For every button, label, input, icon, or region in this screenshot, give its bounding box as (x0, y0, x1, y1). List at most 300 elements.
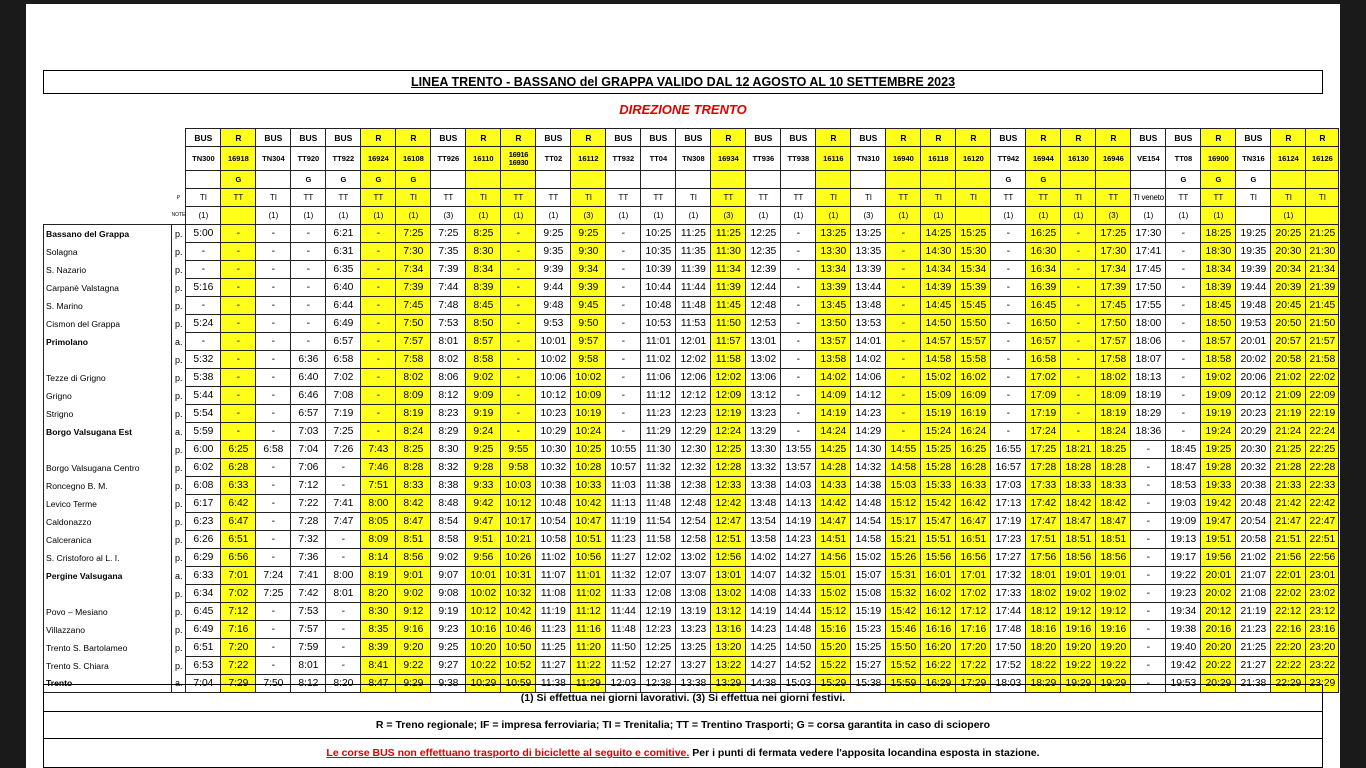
service-type-cell: BUS (746, 129, 781, 147)
service-number-cell: TT942 (991, 147, 1026, 171)
header-row-service-number (44, 147, 1339, 171)
time-cell: - (1166, 369, 1201, 387)
arrival-departure-flag: p. (172, 531, 186, 549)
time-cell: 15:03 (886, 477, 921, 495)
station-name: Povo – Mesiano (44, 603, 172, 621)
operator-cell: TT (606, 189, 641, 207)
time-cell: 15:50 (956, 315, 991, 333)
time-cell: 14:24 (816, 423, 851, 441)
header-row-service-note (44, 207, 1339, 225)
strike-guarantee-cell (186, 171, 221, 189)
time-cell: 9:25 (466, 441, 501, 459)
time-cell: 6:25 (221, 441, 256, 459)
time-cell: 10:57 (606, 459, 641, 477)
time-cell: - (781, 405, 816, 423)
time-cell: 11:34 (711, 261, 746, 279)
time-cell: 14:07 (746, 567, 781, 585)
time-cell: 10:09 (571, 387, 606, 405)
time-cell: 13:53 (851, 315, 886, 333)
time-cell: 11:53 (676, 315, 711, 333)
arrival-departure-flag: p. (172, 513, 186, 531)
time-cell: 9:02 (466, 369, 501, 387)
time-cell: 15:01 (816, 567, 851, 585)
service-note-cell: (1) (501, 207, 536, 225)
time-cell: 8:39 (466, 279, 501, 297)
time-cell: 15:24 (921, 423, 956, 441)
time-cell: - (886, 261, 921, 279)
time-cell: 17:48 (991, 621, 1026, 639)
time-cell: - (1166, 405, 1201, 423)
time-cell: 12:25 (711, 441, 746, 459)
time-cell: - (1061, 405, 1096, 423)
time-cell: 18:06 (1131, 333, 1166, 351)
time-cell: 19:35 (1236, 243, 1271, 261)
time-cell: 22:33 (1306, 477, 1339, 495)
operator-cell: TI (571, 189, 606, 207)
time-cell: - (1166, 351, 1201, 369)
time-cell: - (1166, 243, 1201, 261)
time-cell: - (1061, 315, 1096, 333)
strike-guarantee-cell (1306, 171, 1339, 189)
time-cell: 15:22 (816, 657, 851, 675)
time-cell: - (886, 369, 921, 387)
time-cell: 19:23 (1166, 585, 1201, 603)
time-cell: 6:36 (291, 351, 326, 369)
time-cell: 6:34 (186, 585, 221, 603)
service-number-cell: TN316 (1236, 147, 1271, 171)
station-name (44, 441, 172, 459)
time-cell: 19:01 (1096, 567, 1131, 585)
time-cell: - (501, 243, 536, 261)
time-cell: 13:39 (851, 261, 886, 279)
time-cell: 20:01 (1236, 333, 1271, 351)
time-cell: 7:34 (396, 261, 431, 279)
time-cell: 6:40 (291, 369, 326, 387)
time-cell: 12:06 (676, 369, 711, 387)
time-cell: - (186, 297, 221, 315)
service-number-cell: TT02 (536, 147, 571, 171)
time-cell: 7:53 (291, 603, 326, 621)
time-cell: 20:25 (1271, 225, 1306, 243)
strike-guarantee-cell (746, 171, 781, 189)
time-cell: 12:38 (676, 477, 711, 495)
time-cell: 17:19 (991, 513, 1026, 531)
time-cell: 16:12 (921, 603, 956, 621)
time-cell: 17:58 (1096, 351, 1131, 369)
arrival-departure-flag: p. (172, 477, 186, 495)
time-cell: 17:03 (991, 477, 1026, 495)
time-cell: - (361, 243, 396, 261)
time-cell: 19:48 (1236, 297, 1271, 315)
time-cell: 8:12 (431, 387, 466, 405)
time-cell: - (501, 297, 536, 315)
service-number-cell: TT926 (431, 147, 466, 171)
time-cell: 7:41 (291, 567, 326, 585)
service-number-cell: TN308 (676, 147, 711, 171)
time-cell: - (781, 297, 816, 315)
time-cell: - (606, 297, 641, 315)
station-row (44, 279, 1339, 297)
time-cell: - (606, 333, 641, 351)
time-cell: - (501, 225, 536, 243)
time-cell: 14:19 (816, 405, 851, 423)
time-cell: 8:05 (361, 513, 396, 531)
time-cell: 7:12 (221, 603, 256, 621)
time-cell: - (291, 315, 326, 333)
time-cell: 9:33 (466, 477, 501, 495)
time-cell: 9:07 (431, 567, 466, 585)
time-cell: - (781, 423, 816, 441)
time-cell: 10:59 (501, 675, 536, 693)
time-cell: 19:13 (1166, 531, 1201, 549)
strike-guarantee-cell (816, 171, 851, 189)
time-cell: 13:12 (711, 603, 746, 621)
time-cell: 22:24 (1306, 423, 1339, 441)
time-cell: 7:58 (396, 351, 431, 369)
station-row (44, 603, 1339, 621)
time-cell: 15:25 (956, 225, 991, 243)
header-corner (172, 129, 186, 147)
time-cell: 13:01 (711, 567, 746, 585)
time-cell: 8:30 (361, 603, 396, 621)
time-cell: 19:25 (1201, 441, 1236, 459)
time-cell: - (326, 459, 361, 477)
time-cell: 10:20 (466, 639, 501, 657)
time-cell: 7:39 (396, 279, 431, 297)
time-cell: 22:02 (1306, 369, 1339, 387)
note-bicycles-info: Per i punti di fermata vedere l'apposita locandina esposta in stazione. (689, 747, 1040, 759)
time-cell: 7:39 (431, 261, 466, 279)
time-cell: 13:29 (746, 423, 781, 441)
time-cell: 18:47 (1096, 513, 1131, 531)
strike-guarantee-cell (851, 171, 886, 189)
time-cell: 14:27 (781, 549, 816, 567)
time-cell: 11:58 (711, 351, 746, 369)
time-cell: 19:16 (1061, 621, 1096, 639)
arrival-departure-flag: a. (172, 333, 186, 351)
time-cell: 14:23 (851, 405, 886, 423)
time-cell: 13:50 (816, 315, 851, 333)
time-cell: 16:09 (956, 387, 991, 405)
time-cell: 17:29 (956, 675, 991, 693)
time-cell: 9:48 (536, 297, 571, 315)
time-cell: 21:33 (1271, 477, 1306, 495)
time-cell: 11:48 (676, 297, 711, 315)
time-cell: 7:48 (431, 297, 466, 315)
time-cell: 16:34 (1026, 261, 1061, 279)
time-cell: 16:55 (991, 441, 1026, 459)
time-cell: 16:42 (956, 495, 991, 513)
time-cell: 23:29 (1306, 675, 1339, 693)
service-type-cell: BUS (1131, 129, 1166, 147)
time-cell: 14:12 (851, 387, 886, 405)
time-cell: 9:25 (571, 225, 606, 243)
time-cell: 15:39 (956, 279, 991, 297)
viewer-left-margin (0, 0, 26, 768)
time-cell: 8:32 (431, 459, 466, 477)
time-cell: 21:27 (1236, 657, 1271, 675)
time-cell: 6:49 (186, 621, 221, 639)
station-name: Cismon del Grappa (44, 315, 172, 333)
time-cell: 8:01 (291, 657, 326, 675)
time-cell: - (361, 333, 396, 351)
time-cell: 19:12 (1096, 603, 1131, 621)
strike-guarantee-cell: G (291, 171, 326, 189)
time-cell: 11:25 (711, 225, 746, 243)
strike-guarantee-cell (921, 171, 956, 189)
time-cell: - (606, 243, 641, 261)
time-cell: 15:02 (816, 585, 851, 603)
time-cell: 13:02 (711, 585, 746, 603)
time-cell: 14:29 (851, 423, 886, 441)
time-cell: 19:42 (1166, 657, 1201, 675)
time-cell: 20:34 (1271, 261, 1306, 279)
time-cell: 10:47 (571, 513, 606, 531)
time-cell: 19:16 (1096, 621, 1131, 639)
time-cell: 8:02 (396, 369, 431, 387)
service-number-cell: 16924 (361, 147, 396, 171)
time-cell: 19:29 (1061, 675, 1096, 693)
time-cell: 15:29 (816, 675, 851, 693)
time-cell: 9:29 (396, 675, 431, 693)
time-cell: 11:30 (711, 243, 746, 261)
time-cell: 12:19 (641, 603, 676, 621)
time-cell: 12:24 (711, 423, 746, 441)
time-cell: 14:42 (816, 495, 851, 513)
service-type-cell: R (956, 129, 991, 147)
time-cell: 14:58 (851, 531, 886, 549)
time-cell: - (256, 405, 291, 423)
arrival-departure-flag: p. (172, 657, 186, 675)
station-row (44, 585, 1339, 603)
time-cell: 14:01 (851, 333, 886, 351)
time-cell: - (326, 603, 361, 621)
time-cell: 10:24 (571, 423, 606, 441)
time-cell: 5:16 (186, 279, 221, 297)
time-cell: 15:45 (956, 297, 991, 315)
station-name: Tezze di Grigno (44, 369, 172, 387)
service-number-cell: TN300 (186, 147, 221, 171)
time-cell: 15:46 (886, 621, 921, 639)
header-corner (44, 207, 172, 225)
time-cell: 12:56 (711, 549, 746, 567)
time-cell: 11:48 (606, 621, 641, 639)
time-cell: 21:07 (1236, 567, 1271, 585)
time-cell: 19:28 (1201, 459, 1236, 477)
operator-cell: TT (641, 189, 676, 207)
timetable (43, 128, 1339, 693)
time-cell: 8:47 (361, 675, 396, 693)
time-cell: 19:20 (1096, 639, 1131, 657)
strike-guarantee-cell: G (326, 171, 361, 189)
viewer-right-margin (1340, 0, 1366, 768)
time-cell: 9:08 (431, 585, 466, 603)
station-name: Trento (44, 675, 172, 693)
time-cell: - (886, 279, 921, 297)
time-cell: 10:12 (466, 603, 501, 621)
header-row-label: P (176, 194, 181, 201)
time-cell: 19:56 (1201, 549, 1236, 567)
time-cell: 20:02 (1236, 351, 1271, 369)
time-cell: 16:47 (956, 513, 991, 531)
time-cell: 19:01 (1061, 567, 1096, 585)
service-number-cell: 16944 (1026, 147, 1061, 171)
station-row (44, 261, 1339, 279)
operator-cell: TI (466, 189, 501, 207)
time-cell: 17:33 (991, 585, 1026, 603)
time-cell: 7:47 (326, 513, 361, 531)
time-cell: - (781, 279, 816, 297)
time-cell: 7:19 (326, 405, 361, 423)
service-type-cell: BUS (186, 129, 221, 147)
time-cell: 8:47 (396, 513, 431, 531)
time-cell: 9:39 (571, 279, 606, 297)
time-cell: 18:29 (1026, 675, 1061, 693)
time-cell: 15:25 (921, 441, 956, 459)
time-cell: - (606, 315, 641, 333)
time-cell: - (991, 369, 1026, 387)
time-cell: 14:23 (746, 621, 781, 639)
time-cell: 10:06 (536, 369, 571, 387)
time-cell: 12:19 (711, 405, 746, 423)
time-cell: 19:19 (1201, 405, 1236, 423)
time-cell: - (256, 297, 291, 315)
time-cell: - (326, 657, 361, 675)
operator-cell: TT (1096, 189, 1131, 207)
time-cell: 11:23 (536, 621, 571, 639)
time-cell: 19:20 (1061, 639, 1096, 657)
service-note-cell: (1) (1271, 207, 1306, 225)
time-cell: 11:22 (571, 657, 606, 675)
time-cell: 10:03 (501, 477, 536, 495)
time-cell: 7:29 (221, 675, 256, 693)
time-cell: 22:47 (1306, 513, 1339, 531)
time-cell: 19:44 (1236, 279, 1271, 297)
time-cell: 15:26 (886, 549, 921, 567)
time-cell: 19:22 (1061, 657, 1096, 675)
service-note-cell: (1) (606, 207, 641, 225)
time-cell: 12:08 (641, 585, 676, 603)
operator-cell: TT (711, 189, 746, 207)
service-number-cell: 16900 (1201, 147, 1236, 171)
time-cell: 18:21 (1061, 441, 1096, 459)
time-cell: 16:02 (956, 369, 991, 387)
time-cell: 21:25 (1306, 225, 1339, 243)
time-cell: 17:50 (1131, 279, 1166, 297)
time-cell: - (781, 387, 816, 405)
time-cell: 7:30 (396, 243, 431, 261)
time-cell: 7:25 (326, 423, 361, 441)
time-cell: - (781, 333, 816, 351)
time-cell: 13:06 (746, 369, 781, 387)
time-cell: - (1131, 585, 1166, 603)
service-note-cell: (1) (186, 207, 221, 225)
time-cell: - (781, 315, 816, 333)
time-cell: - (991, 351, 1026, 369)
station-name: Bassano del Grappa (44, 225, 172, 243)
time-cell: 22:25 (1306, 441, 1339, 459)
time-cell: 17:39 (1096, 279, 1131, 297)
time-cell: - (361, 369, 396, 387)
time-cell: 6:28 (221, 459, 256, 477)
service-note-cell (1236, 207, 1271, 225)
station-name (44, 351, 172, 369)
time-cell: 19:39 (1236, 261, 1271, 279)
time-cell: 18:16 (1026, 621, 1061, 639)
time-cell: 18:45 (1201, 297, 1236, 315)
time-cell: - (186, 261, 221, 279)
time-cell: 5:44 (186, 387, 221, 405)
time-cell: - (991, 387, 1026, 405)
time-cell: 13:07 (676, 567, 711, 585)
station-row (44, 297, 1339, 315)
arrival-departure-flag: p. (172, 315, 186, 333)
time-cell: - (1061, 279, 1096, 297)
time-cell: 23:22 (1306, 657, 1339, 675)
time-cell: 7:28 (291, 513, 326, 531)
time-cell: 9:22 (396, 657, 431, 675)
time-cell: 7:06 (291, 459, 326, 477)
time-cell: 8:01 (431, 333, 466, 351)
operator-cell: TI (1236, 189, 1271, 207)
service-note-cell: (1) (921, 207, 956, 225)
time-cell: 10:02 (466, 585, 501, 603)
time-cell: 15:30 (956, 243, 991, 261)
time-cell: 8:09 (396, 387, 431, 405)
time-cell: 18:51 (1096, 531, 1131, 549)
time-cell: 17:30 (1131, 225, 1166, 243)
time-cell: 11:50 (606, 639, 641, 657)
time-cell: 9:44 (536, 279, 571, 297)
time-cell: 14:58 (886, 459, 921, 477)
time-cell: - (886, 387, 921, 405)
operator-cell: TT (886, 189, 921, 207)
time-cell: 15:20 (816, 639, 851, 657)
time-cell: 22:12 (1271, 603, 1306, 621)
station-row (44, 423, 1339, 441)
time-cell: 7:35 (431, 243, 466, 261)
time-cell: 9:45 (571, 297, 606, 315)
time-cell: 7:50 (396, 315, 431, 333)
time-cell: 19:25 (1236, 225, 1271, 243)
time-cell: 18:25 (1096, 441, 1131, 459)
time-cell: 11:45 (711, 297, 746, 315)
time-cell: 6:08 (186, 477, 221, 495)
time-cell: 18:25 (1201, 225, 1236, 243)
time-cell: 19:02 (1061, 585, 1096, 603)
note-days: (1) Si effettua nei giorni lavorativi. (3) Si effettua nei giorni festivi. (43, 684, 1323, 712)
time-cell: 16:57 (1026, 333, 1061, 351)
service-type-cell: BUS (781, 129, 816, 147)
time-cell: - (501, 369, 536, 387)
time-cell: 18:07 (1131, 351, 1166, 369)
time-cell: 9:55 (501, 441, 536, 459)
time-cell: 12:53 (746, 315, 781, 333)
time-cell: 11:29 (641, 423, 676, 441)
time-cell: 5:54 (186, 405, 221, 423)
time-cell: 11:52 (606, 657, 641, 675)
time-cell: - (221, 333, 256, 351)
time-cell: - (256, 459, 291, 477)
time-cell: 13:27 (676, 657, 711, 675)
time-cell: 7:50 (256, 675, 291, 693)
time-cell: 17:23 (991, 531, 1026, 549)
time-cell: - (886, 297, 921, 315)
header-row-service-type (44, 129, 1339, 147)
time-cell: 15:02 (921, 369, 956, 387)
time-cell: - (1131, 513, 1166, 531)
time-cell: 14:47 (816, 513, 851, 531)
